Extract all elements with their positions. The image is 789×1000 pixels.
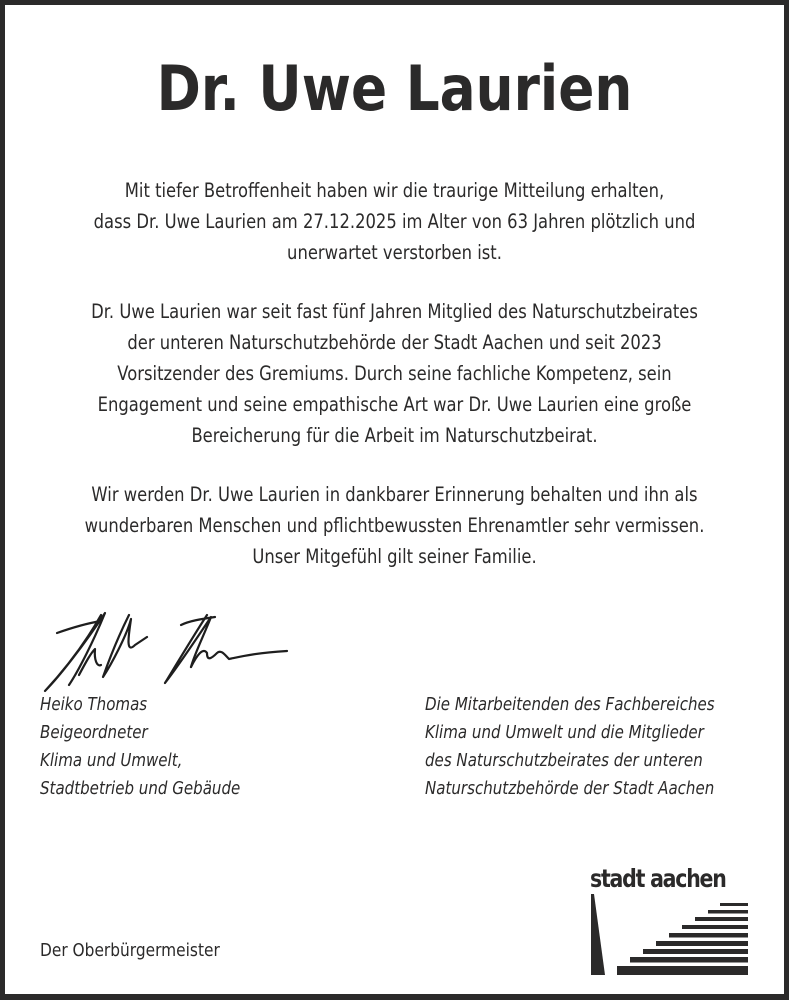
stadt-aachen-logo (590, 865, 750, 980)
text-line: der unteren Naturschutzbehörde der Stadt Aachen und seit 2023 (127, 331, 662, 354)
text-line: des Naturschutzbeirates der unteren (425, 751, 703, 771)
signatory-name: Heiko Thomas (40, 695, 148, 715)
logo-text: stadt aachen (590, 864, 726, 893)
text-line: Die Mitarbeitenden des Fachbereiches (425, 695, 715, 715)
text-line: Vorsitzender des Gremiums. Durch seine fachliche Kompetenz, sein (117, 362, 672, 385)
signatory-right (425, 691, 715, 803)
text-line: Mit tiefer Betroffenheit haben wir die traurige Mitteilung erhalten, (124, 179, 665, 202)
text-line: unerwartet verstorben ist. (287, 241, 502, 264)
text-line: Wir werden Dr. Uwe Laurien in dankbarer Erinnerung behalten und ihn als (91, 483, 698, 506)
footer-signature: Der Oberbürgermeister (40, 941, 220, 961)
text-line: Engagement und seine empathische Art war Dr. Uwe Laurien eine große (97, 393, 692, 416)
paragraph-announcement (67, 175, 721, 268)
paragraph-remembrance (67, 479, 721, 572)
signatory-left (40, 691, 240, 803)
text-line: Unser Mitgefühl gilt seiner Familie. (252, 545, 537, 568)
signatory-department: Stadtbetrieb und Gebäude (40, 779, 241, 799)
text-line: Dr. Uwe Laurien war seit fast fünf Jahren Mitglied des Naturschutzbeirates (91, 300, 698, 323)
text-line: dass Dr. Uwe Laurien am 27.12.2025 im Alter von 63 Jahren plötzlich und (93, 210, 696, 233)
signatory-role: Beigeordneter (40, 723, 148, 743)
text-line: Naturschutzbehörde der Stadt Aachen (425, 779, 715, 799)
obituary-notice (5, 5, 784, 994)
text-line: wunderbaren Menschen und pflichtbewussten Ehrenamtler sehr vermissen. (84, 514, 705, 537)
paragraph-tribute (67, 296, 721, 451)
signatory-department: Klima und Umwelt, (40, 751, 183, 771)
page-title: Dr. Uwe Laurien (156, 52, 633, 125)
text-line: Klima und Umwelt und die Mitglieder (425, 723, 704, 743)
signature-icon (39, 605, 289, 697)
logo-graphic-icon (590, 865, 750, 980)
text-line: Bereicherung für die Arbeit im Naturschutzbeirat. (191, 424, 598, 447)
